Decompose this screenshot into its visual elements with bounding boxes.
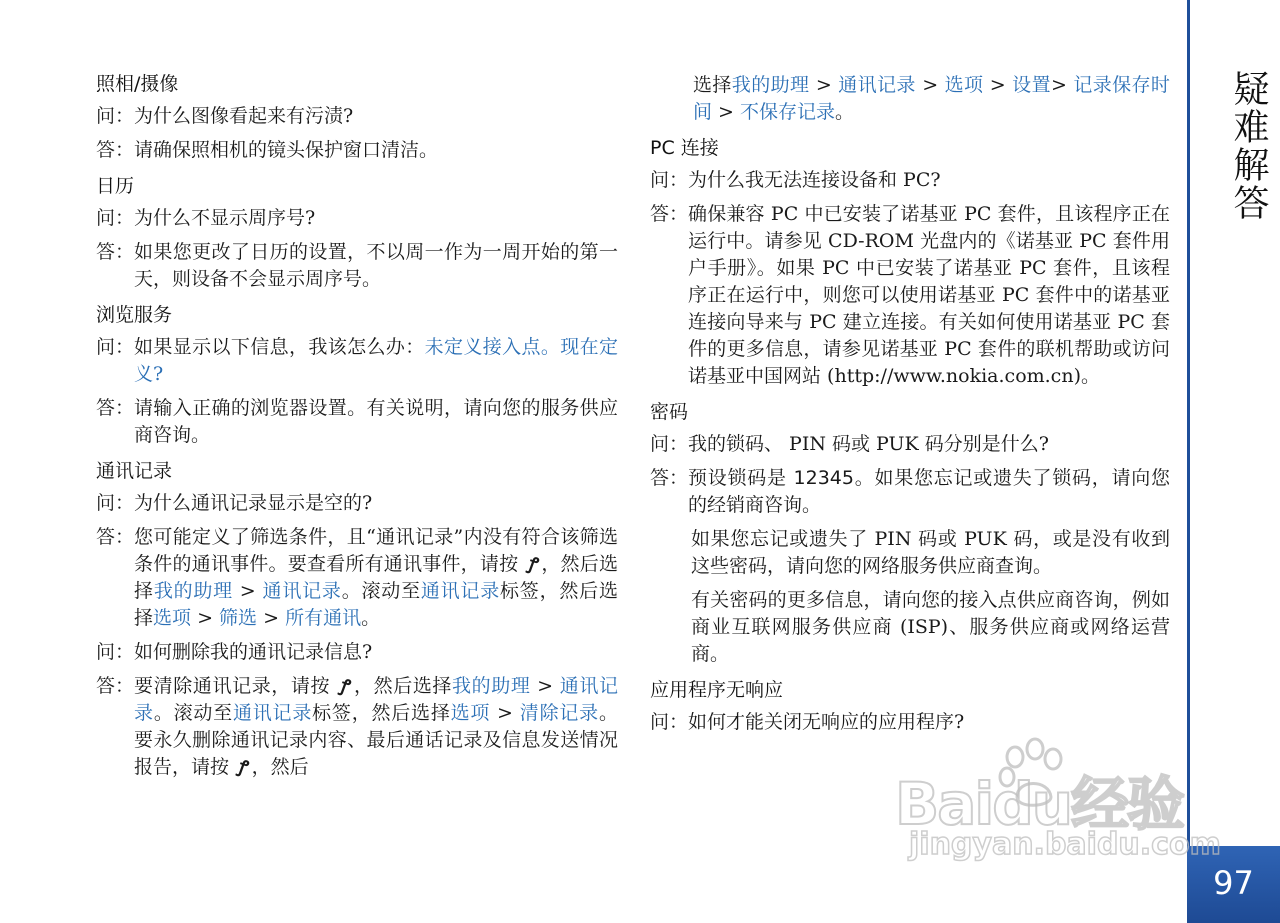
link-filter[interactable]: 筛选: [219, 607, 258, 629]
section-heading-log: 通讯记录: [96, 460, 173, 482]
continued-answer: 选择我的助理 > 通讯记录 > 选项 > 设置> 记录保存时间 > 不保存记录。: [693, 74, 1170, 123]
link-no-log[interactable]: 不保存记录: [740, 101, 836, 123]
watermark-sub: jingyan.baidu.com: [909, 827, 1221, 862]
link-my-assistant[interactable]: 我的助理: [153, 580, 233, 602]
right-column: [650, 72, 1170, 743]
side-rule: [1187, 0, 1190, 846]
password-paragraph-2: 如果您忘记或遗失了 PIN 码或 PUK 码，或是没有收到这些密码，请向您的网络服务供应商查询。: [691, 528, 1170, 577]
question-app: 问： 如何才能关闭无响应的应用程序?: [650, 711, 965, 733]
link-call-log[interactable]: 通讯记录: [134, 675, 618, 724]
link-call-log[interactable]: 通讯记录: [262, 580, 342, 602]
question-browse: 问： 如果显示以下信息，我该怎么办：未定义接入点。现在定义?: [96, 336, 618, 385]
answer-pc: 答： 确保兼容 PC 中已安装了诺基亚 PC 套件，且该程序正在运行中。请参见 CD-ROM 光盘内的《诺基亚 PC 套件用户手册》。如果 PC 中已安装了诺基亚 PC 套件，且该程序正在运行中，则您可以使用诺基亚 PC 套件中的诺基亚连接向导来与 PC 建立连接。有关如何使用诺基亚 PC 套件的更多信息，请参见诺基亚 PC 套件的联机帮助或访问诺基亚中国网站 (http://www.nokia.com.cn)。: [650, 203, 1170, 387]
link-clear-log[interactable]: 清除记录: [519, 702, 599, 724]
answer-calendar: 答： 如果您更改了日历的设置，不以周一作为一周开始的第一天，则设备不会显示周序号。: [96, 241, 618, 290]
question-camera: 问： 为什么图像看起来有污渍?: [96, 105, 354, 127]
page-number: 97: [1213, 864, 1254, 902]
section-heading-browse: 浏览服务: [96, 304, 173, 326]
question-calendar: 问： 为什么不显示周序号?: [96, 207, 316, 229]
section-heading-password: 密码: [650, 401, 689, 423]
question-password: 问： 我的锁码、 PIN 码或 PUK 码分别是什么?: [650, 433, 1049, 455]
password-paragraph-3: 有关密码的更多信息，请向您的接入点供应商咨询，例如商业互联网服务供应商 (ISP)、服务供应商或网络运营商。: [691, 589, 1170, 665]
menu-key-icon: ꝭ: [525, 553, 541, 576]
chapter-title: 疑难解答: [1228, 70, 1269, 222]
link-call-log-tab[interactable]: 通讯记录: [232, 702, 313, 724]
section-heading-calendar: 日历: [96, 175, 135, 197]
answer-password: 答： 预设锁码是 12345。如果您忘记或遗失了锁码，请向您的经销商咨询。: [650, 467, 1170, 516]
answer-browse: 答： 请输入正确的浏览器设置。有关说明，请向您的服务供应商咨询。: [96, 397, 618, 446]
question-pc: 问： 为什么我无法连接设备和 PC?: [650, 169, 941, 191]
section-heading-camera: 照相/摄像: [96, 73, 179, 95]
left-column: [96, 62, 618, 788]
section-heading-pc: PC 连接: [650, 137, 719, 159]
link-options[interactable]: 选项: [944, 74, 984, 96]
page-number-box: [1187, 846, 1280, 923]
link-options[interactable]: 选项: [153, 607, 192, 629]
link-my-assistant[interactable]: 我的助理: [731, 74, 810, 96]
section-heading-app: 应用程序无响应: [650, 679, 784, 701]
menu-key-icon: ꝭ: [337, 675, 353, 698]
link-settings[interactable]: 设置: [1012, 74, 1051, 96]
watermark: [895, 735, 1221, 885]
question-log-delete: 问： 如何删除我的通讯记录信息?: [96, 641, 373, 663]
menu-key-icon: ꝭ: [235, 756, 251, 779]
default-lock-code: 12345: [793, 467, 854, 489]
link-undefined-access-point[interactable]: 未定义接入点。现在定义?: [134, 336, 618, 385]
watermark-main: Baidu经验: [895, 770, 1184, 838]
paw-logo-icon: [993, 735, 1073, 815]
link-call-log[interactable]: 通讯记录: [838, 74, 916, 96]
answer-log-delete: 答： 要清除通讯记录，请按 ꝭ，然后选择我的助理 > 通讯记录。滚动至通讯记录标签，然后选择选项 > 清除记录。要永久删除通讯记录内容、最后通话记录及信息发送情况报告，请按 ꝭ，然后: [96, 673, 618, 781]
question-log-empty: 问： 为什么通讯记录显示是空的?: [96, 492, 373, 514]
link-my-assistant[interactable]: 我的助理: [452, 675, 531, 697]
link-log-duration[interactable]: 记录保存时间: [693, 74, 1170, 123]
answer-camera: 答： 请确保照相机的镜头保护窗口清洁。: [96, 139, 439, 161]
link-options[interactable]: 选项: [450, 702, 491, 724]
answer-log-empty: 答： 您可能定义了筛选条件，且“通讯记录”内没有符合该筛选条件的通讯事件。要查看所有通讯事件，请按 ꝭ，然后选择我的助理 > 通讯记录。滚动至通讯记录标签，然后选择选项 > 筛选 > 所有通讯。: [96, 526, 618, 629]
link-all-comms[interactable]: 所有通讯: [285, 607, 362, 629]
link-call-log-tab[interactable]: 通讯记录: [420, 580, 501, 602]
